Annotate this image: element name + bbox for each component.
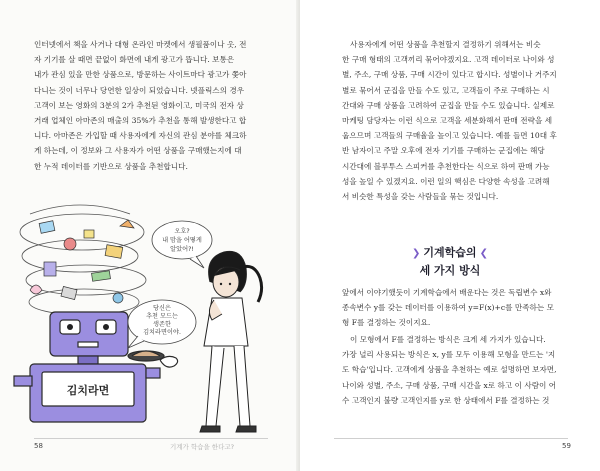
text-line: 수 고객인지 불량 고객인지를 y로 한 상태에서 F를 결정하는 것 xyxy=(342,395,550,405)
text-line: 자 기기를 살 때면 끝없이 화면에 내게 광고가 뜹니다. 보통은 xyxy=(34,55,235,65)
right-page xyxy=(300,0,600,471)
bubble-2-line: 김치라면이야. xyxy=(143,329,181,336)
woman-figure xyxy=(200,251,262,432)
text-line: 반 남자이고 주말 오후에 전자 기기를 구매하는 군집에는 해당 xyxy=(342,146,545,156)
text-line: 인터넷에서 책을 사거나 대형 온라인 마켓에서 생필품이나 옷, 전 xyxy=(34,40,247,49)
running-title: 기계가 학습을 한다고? xyxy=(170,443,235,451)
section-heading-line-2: 세 가지 방식 xyxy=(419,264,481,277)
text-line: 고객이 보는 영화의 3분의 2가 추천된 영화이고, 미국의 전자 상 xyxy=(34,100,244,110)
page-number-right: 59 xyxy=(562,442,571,450)
bubble-1-line: 알았어?! xyxy=(170,246,194,253)
text-line: 내가 관심 있을 만한 상품으로, 방문하는 사이트마다 광고가 쫓아 xyxy=(34,70,247,80)
right-paragraph-1 xyxy=(342,37,576,204)
text-line: 게 하는데, 이 정보와 그 사용자가 어떤 상품을 구매했는지에 대 xyxy=(34,146,242,156)
bubble-2-line: 생존한 xyxy=(153,321,171,328)
page-number-left: 58 xyxy=(34,442,43,450)
speech-bubble-1 xyxy=(152,221,212,268)
text-line: 시간대에 블루투스 스피커를 추천한다는 식으로 하여 판매 가능 xyxy=(342,161,550,171)
text-line: 니다. 아마존은 가입할 때 사용자에게 자신의 관심 분야를 체크하 xyxy=(34,131,247,141)
footer-rule-right xyxy=(334,438,568,439)
text-line: 거래 업체인 아마존의 매출의 35%가 추천을 통해 발생한다고 합 xyxy=(34,115,247,125)
text-line: 가장 널리 사용되는 방식은 x, y를 모두 이용해 모형을 만드는 '지 xyxy=(342,350,556,360)
text-line: 다니는 것이 너무나 당연한 일상이 되었습니다. 넷플릭스의 경우 xyxy=(34,85,245,95)
speech-bubble-2 xyxy=(128,300,196,348)
text-line: 나이와 성별, 주소, 구매 상품, 구매 시간을 x로 하고 이 사람이 어 xyxy=(342,380,557,390)
product-items xyxy=(30,220,134,303)
chevron-right-icon: ❯ xyxy=(412,248,421,259)
text-line: 간대와 구매 상품을 고려하여 군집을 만들 수도 있습니다. 실제로 xyxy=(342,100,555,110)
footer-rule-left xyxy=(34,438,268,439)
text-line: 별, 주소, 구매 상품, 구매 시간이 있다고 합시다. 성별이나 거주지 xyxy=(342,70,557,80)
bubble-1-line: 오호? xyxy=(174,228,190,235)
text-line: 앞에서 이야기했듯이 기계학습에서 배운다는 것은 독립변수 x와 xyxy=(342,288,552,297)
text-line: 한 구매 형태의 고객끼리 묶어야겠지요. 고객 데이터로 나이와 성 xyxy=(342,55,555,65)
text-line: 서 비슷한 특성을 갖는 사람들을 묶는 것입니다. xyxy=(342,191,499,201)
text-line: 마케팅 담당자는 이런 식으로 고객을 세분화해서 판매 전략을 세 xyxy=(342,115,553,125)
text-line: 사용자에게 어떤 상품을 추천할지 결정하기 위해서는 비슷 xyxy=(350,40,541,49)
text-line: 성을 높일 수 있겠지요. 이런 일의 핵심은 다양한 속성을 고려해 xyxy=(342,176,550,186)
section-heading xyxy=(300,244,600,260)
bubble-2-line: 추천 모드는 xyxy=(146,313,178,320)
text-line: 웁으므며 고객들의 구매율을 높이고 있습니다. 예를 들면 10대 후 xyxy=(342,131,557,141)
text-line: 도 학습'입니다. 고객에게 상품을 추천하는 예로 설명하면 보자면, xyxy=(342,365,557,375)
text-line: 한 누적 데이터를 기반으로 상품을 추천합니다. xyxy=(34,161,188,171)
text-line: 종속변수 y를 갖는 데이터를 이용하여 y=F(x)+c를 만족하는 모 xyxy=(342,303,554,313)
robot-screen-text: 김치라면 xyxy=(66,384,110,397)
bubble-2-line: 당신은 xyxy=(153,305,171,312)
text-line: 별로 묶어서 군집을 만들 수도 있고, 고객들이 주로 구매하는 시 xyxy=(342,85,550,95)
text-line: 이 모형에서 F를 결정하는 방식은 크게 세 가지가 있습니다. xyxy=(350,335,546,344)
right-paragraph-3 xyxy=(342,332,576,408)
bubble-1-line: 내 맘을 어떻게 xyxy=(162,237,202,244)
right-paragraph-2 xyxy=(342,285,576,331)
text-line: 형 F를 결정하는 것이지요. xyxy=(342,318,431,328)
heading-line-1: 기계학습의 xyxy=(423,246,477,259)
chevron-left-icon: ❮ xyxy=(479,248,488,259)
